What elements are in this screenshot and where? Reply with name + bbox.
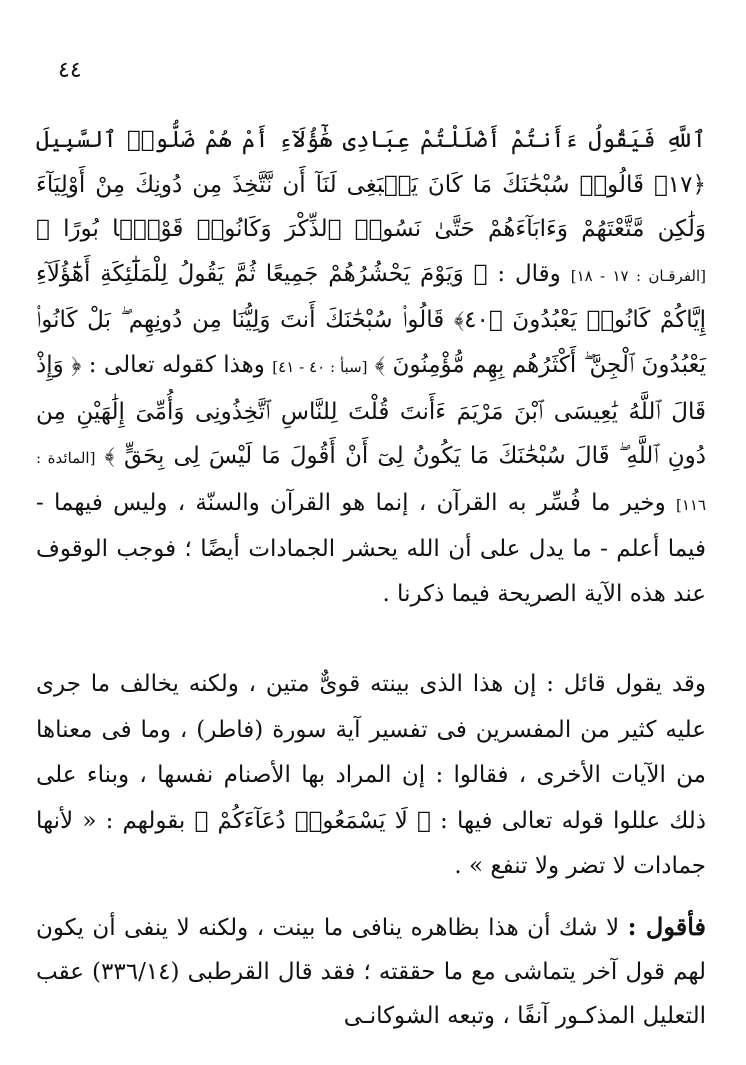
paragraph-2-text	[36, 662, 706, 890]
text-their-saying: بقولهم : « لأنها جمادات لا تضر ولا تنفع » .	[36, 807, 706, 879]
quran-verse-fatir: ﴿ لَا يَسْمَعُوا۟ دُعَآءَكُمْ ﴾	[194, 807, 431, 834]
text-objection: وقد يقول قائل : إن هذا الذى بينته قوىٌّ متين ، ولكنه يخالف ما جرى عليه كثير من المفسرين فى تفسير آية سورة (فاطر) ، وما فى معناها من الآيات الأخرى ، فقالوا : إن المراد بها الأصنام نفسها ، وبناء على ذلك عللوا قوله تعالى فيها :	[36, 671, 707, 834]
text-conclusion: وخير ما فُسِّر به القرآن ، إنما هو القرآن والسنّة ، وليس فيهما - فيما أعلم - ما يدل على أن الله يحشر الجمادات أيضًا ؛ فوجب الوقوف عند هذه الآية الصريحة فيما ذكرنا .	[36, 489, 706, 607]
text-response: لا شك أن هذا بظاهره ينافى ما بينت ، ولكنه لا ينفى أن يكون لهم قول آخر يتماشى مع ما حققته ؛ فقد قال القرطبى (٣٣٦/١٤) عقب التعليل المذكـور آنفًا ، وتبعه الشوكانـى	[36, 915, 706, 1029]
paragraph-1-text	[36, 118, 706, 617]
quran-verse-maidah: ﴿ وَإِذْ قَالَ ٱللَّهُ يَٰعِيسَى ٱبْنَ مَرْيَمَ ءَأَنتَ قُلْتَ لِلنَّاسِ ٱتَّخِذُونِى وَأُمِّىَ إِلَٰهَيْنِ مِن دُونِ ٱللَّهِ ۖ قَالَ سُبْحَٰنَكَ مَا يَكُونُ لِىٓ أَنْ أَقُولَ مَا لَيْسَ لِى بِحَقٍّ ﴾	[36, 351, 706, 470]
paragraph-3-text	[36, 905, 706, 1038]
quran-verse-saba: ﴿ وَيَوْمَ يَحْشُرُهُمْ جَمِيعًا ثُمَّ يَقُولُ لِلْمَلَٰٓئِكَةِ أَهَٰٓؤُلَآءِ إِيَّاكُمْ كَانُوا۟ يَعْبُدُونَ ﴿٤٠﴾ قَالُوا۟ سُبْحَٰنَكَ أَنتَ وَلِيُّنَا مِن دُونِهِم ۖ بَلْ كَانُوا۟ يَعْبُدُونَ ٱلْجِنَّ ۖ أَكْثَرُهُم بِهِم مُّؤْمِنُونَ ﴾	[36, 260, 707, 378]
citation-saba: [سبأ : ٤٠ - ٤١]	[272, 357, 368, 376]
text-wa-qala: وقال :	[497, 260, 561, 287]
page-number: ٤٤	[58, 58, 82, 83]
citation-maidah: [المائدة : ١١٦]	[36, 449, 706, 514]
quran-verse-furqan: ٱللَّهِ فَيَقُولُ ءَأَنتُمْ أَضْلَلْتُمْ عِبَادِى هَٰٓؤُلَآءِ أَمْ هُمْ ضَلُّوا۟ ٱلسَّبِيلَ ﴿١٧﴾ قَالُوا۟ سُبْحَٰنَكَ مَا كَانَ يَنۢبَغِى لَنَآ أَن نَّتَّخِذَ مِن دُونِكَ مِنْ أَوْلِيَآءَ وَلَٰكِن مَّتَّعْتَهُمْ وَءَابَآءَهُمْ حَتَّىٰ نَسُوا۟ ٱلذِّكْرَ وَكَانُوا۟ قَوْمًۢا بُورًا ﴾	[36, 127, 706, 243]
citation-furqan: [الفرقـان : ١٧ - ١٨]	[570, 266, 706, 285]
paragraph-2	[36, 662, 706, 890]
text-ka-qawlihi: وهذا كقوله تعالى :	[88, 351, 265, 378]
paragraph-3	[36, 905, 706, 1038]
paragraph-1	[36, 118, 706, 617]
lead-word: فأقول :	[627, 912, 706, 941]
